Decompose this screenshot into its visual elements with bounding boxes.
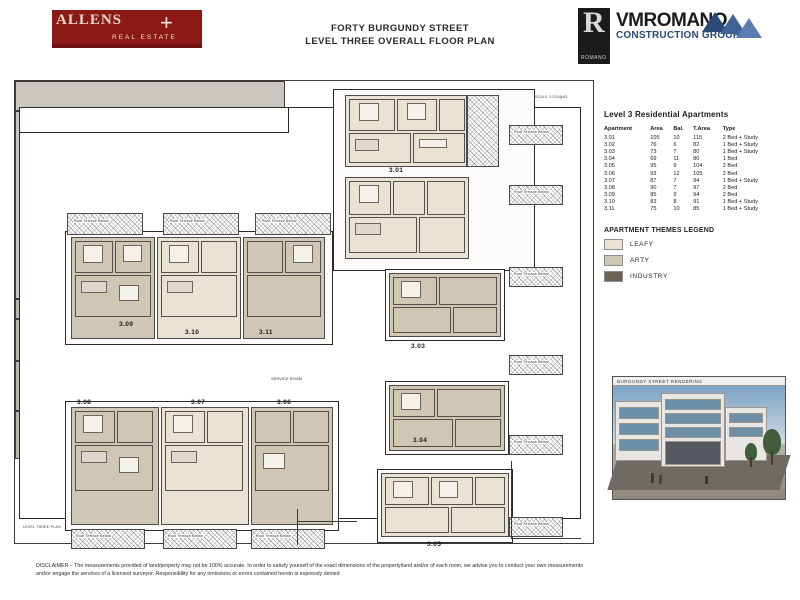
- cell-area: 76: [650, 141, 657, 148]
- logo-mark-block: [578, 8, 610, 64]
- unit-label-3-04: 3.04: [413, 437, 428, 444]
- furniture-sofa: [171, 451, 197, 463]
- logo-wordmark-line2: CONSTRUCTION GROUP: [616, 30, 740, 41]
- cell-bal: 10: [673, 134, 680, 141]
- furniture-sofa: [81, 281, 107, 293]
- furniture-table: [119, 457, 139, 473]
- apartment-schedule-panel: [604, 110, 786, 282]
- legend-title: APARTMENT THEMES LEGEND: [604, 227, 715, 235]
- roof-terrace-sw-2: [163, 529, 237, 549]
- rendering-person: [651, 473, 654, 483]
- vmromano-logo: [578, 8, 758, 70]
- room-kitchen: [453, 307, 497, 333]
- legend-label-leafy: LEAFY: [630, 241, 654, 249]
- table-header-row: [604, 126, 780, 134]
- furniture-bed: [83, 415, 103, 433]
- cell-tarea: 97: [693, 184, 700, 191]
- disclaimer-line1: DISCLAIMER – The measurements provided of land/property may not be 100% accurate. In order to satisfy yourself of the exact dimensions of the property/land and/or of each room, we advise you to conduct your own measurements: [36, 563, 583, 569]
- cell-tarea: 104: [693, 163, 703, 170]
- furniture-bed: [293, 245, 313, 263]
- cell-area: 75: [650, 206, 657, 213]
- cell-bal: 7: [673, 177, 677, 184]
- unit-label-3-09: 3.09: [119, 321, 134, 328]
- balcony-label: Roof Terrace Below: [262, 219, 297, 223]
- rendering-building-left-glazing: [619, 423, 659, 435]
- furniture-sofa: [355, 223, 381, 235]
- cell-area: 95: [650, 163, 657, 170]
- rendering-building-main-glazing: [665, 413, 721, 424]
- balcony-label: Roof Terrace Below: [514, 522, 549, 526]
- site-edge-line-3: [297, 509, 298, 545]
- cell-type: 2 Bed + Study: [722, 134, 759, 141]
- table-row: [604, 141, 780, 148]
- cell-apartment: 3.07: [604, 177, 615, 184]
- unit-label-3-01: 3.01: [389, 167, 404, 174]
- cell-type: 2 Bed: [722, 170, 738, 177]
- cell-apartment: 3.11: [604, 206, 615, 213]
- cell-type: 1 Bed + Study: [722, 206, 759, 213]
- rendering-building-main-glazing: [665, 427, 721, 438]
- room: [393, 181, 425, 215]
- furniture-counter: [419, 139, 447, 148]
- cell-tarea: 94: [693, 192, 700, 199]
- cell-area: 83: [650, 199, 657, 206]
- table-row: [604, 170, 780, 177]
- rendering-building-main-glazing: [665, 399, 721, 410]
- unit-label-3-06: 3.06: [277, 399, 292, 406]
- roof-shape-3: [736, 18, 762, 38]
- cell-apartment: 3.09: [604, 192, 615, 199]
- furniture-table: [263, 453, 285, 469]
- rendering-person: [659, 475, 662, 484]
- room: [427, 181, 465, 215]
- roof-terrace-east-6: [509, 517, 563, 537]
- unit-label-3-10: 3.10: [185, 329, 200, 336]
- balcony-label: Roof Terrace Below: [514, 360, 549, 364]
- legend-swatch-industry: [604, 271, 623, 282]
- furniture-bed: [393, 481, 413, 498]
- room-kitchen: [455, 419, 501, 447]
- cell-tarea: 80: [693, 156, 700, 163]
- rendering-tree-trunk: [771, 451, 773, 465]
- unit-label-3-11: 3.11: [259, 329, 273, 336]
- room: [255, 411, 291, 443]
- roof-terrace-east-4: [509, 355, 563, 375]
- level-note: LEVEL THREE PLAN: [23, 525, 61, 529]
- floor-plan-drawing: [14, 80, 594, 548]
- balcony-label: Roof Terrace Below: [74, 219, 109, 223]
- furniture-bed: [123, 245, 142, 262]
- logo-mark-letter: R: [583, 6, 605, 39]
- furniture-sofa: [355, 139, 379, 151]
- cell-bal: 8: [673, 199, 677, 206]
- rendering-person: [705, 476, 708, 484]
- cell-apartment: 3.08: [604, 184, 615, 191]
- cell-tarea: 91: [693, 199, 700, 206]
- cell-tarea: 105: [693, 170, 703, 177]
- site-edge-line-4: [297, 521, 357, 522]
- roof-terrace-sw-1: [71, 529, 145, 549]
- room: [439, 277, 497, 305]
- furniture-bed: [439, 481, 458, 498]
- unit-label-3-05: 3.05: [427, 541, 442, 548]
- cell-apartment: 3.06: [604, 170, 615, 177]
- table-row: [604, 148, 780, 155]
- roof-terrace-nw-2: [163, 213, 239, 235]
- cell-bal: 6: [673, 141, 677, 148]
- cell-bal: 7: [673, 184, 677, 191]
- unit-label-3-07: 3.07: [191, 399, 206, 406]
- furniture-bed: [83, 245, 103, 263]
- balcony-label: Roof Terrace Below: [514, 130, 549, 134]
- cell-type: 2 Bed: [722, 163, 738, 170]
- room: [117, 411, 153, 443]
- cell-type: 1 Bed + Study: [722, 141, 759, 148]
- table-row: [604, 192, 780, 199]
- logo-company-name: ALLENS: [56, 12, 123, 28]
- table-row: [604, 184, 780, 191]
- furniture-bed: [401, 281, 421, 298]
- balcony-label: Roof Terrace Below: [170, 219, 205, 223]
- cell-area: 90: [650, 184, 657, 191]
- legend-label-arty: ARTY: [630, 257, 650, 265]
- room-kitchen: [419, 217, 465, 253]
- room-living: [393, 307, 451, 333]
- column-header-type: Type: [722, 126, 736, 132]
- cell-type: 2 Bed: [722, 184, 738, 191]
- cell-tarea: 80: [693, 148, 700, 155]
- furniture-bed: [173, 415, 193, 433]
- logo-mark-vertical-text: ROMANO: [581, 55, 607, 61]
- rendering-building-left-glazing: [619, 439, 659, 451]
- roof-icon: [702, 12, 758, 38]
- legend-item-leafy: [604, 239, 786, 250]
- unit-label-3-08: 3.08: [77, 399, 92, 406]
- table-row: [604, 163, 780, 170]
- cell-tarea: 115: [693, 134, 703, 141]
- balcony-label: Roof Terrace Below: [514, 440, 549, 444]
- furniture-bed: [407, 103, 426, 120]
- disclaimer-line2: and/or engage the services of a licensed surveyor. Responsibility for any omissions or errors contained herein is expressly denied: [36, 571, 340, 577]
- rendering-building-left-glazing: [619, 407, 659, 419]
- cell-type: 1 Bed: [722, 156, 738, 163]
- cell-type: 1 Bed + Study: [722, 177, 759, 184]
- roof-terrace-nw-3: [255, 213, 331, 235]
- cell-apartment: 3.04: [604, 156, 615, 163]
- furniture-sofa: [81, 451, 107, 463]
- column-header-area: Area: [650, 126, 663, 132]
- furniture-bed: [359, 185, 379, 203]
- cell-type: 1 Bed + Study: [722, 148, 759, 155]
- legend-item-industry: [604, 271, 786, 282]
- logo-plus-mark: +: [160, 10, 173, 35]
- cell-bal: 9: [673, 192, 677, 199]
- room: [247, 241, 283, 273]
- page-title-line2: LEVEL THREE OVERALL FLOOR PLAN: [305, 36, 495, 47]
- roof-terrace-east-3: [509, 267, 563, 287]
- cell-bal: 12: [673, 170, 680, 177]
- roof-terrace-sw-3: [251, 529, 325, 549]
- cell-bal: 10: [673, 206, 680, 213]
- rendering-tree-trunk: [750, 457, 752, 467]
- column-header-apartment: Apartment: [604, 126, 632, 132]
- room-kitchen: [451, 507, 505, 533]
- roof-terrace-east-1: [509, 125, 563, 145]
- room: [201, 241, 237, 273]
- legend-swatch-arty: [604, 255, 623, 266]
- table-row: [604, 134, 780, 141]
- cell-bal: 11: [673, 156, 680, 163]
- column-header-tarea: T.Area: [693, 126, 710, 132]
- furniture-bed: [169, 245, 189, 263]
- site-edge-line-2: [511, 538, 581, 539]
- table-row: [604, 199, 780, 206]
- room: [439, 99, 465, 131]
- rendering-building-right-glazing: [729, 427, 763, 437]
- street-rendering-image: [612, 376, 786, 500]
- apartment-schedule-table: [604, 126, 780, 213]
- page-title-line1: FORTY BURGUNDY STREET: [331, 23, 469, 34]
- cell-tarea: 85: [693, 206, 700, 213]
- cell-type: 2 Bed: [722, 192, 738, 199]
- logo-subtitle: REAL ESTATE: [112, 34, 177, 41]
- room: [207, 411, 243, 443]
- cell-bal: 7: [673, 148, 677, 155]
- cell-apartment: 3.02: [604, 141, 615, 148]
- site-boundary-notch: [19, 107, 289, 133]
- panel-title: Level 3 Residential Apartments: [604, 110, 729, 119]
- cell-bal: 9: [673, 163, 677, 170]
- rendering-building-main-base: [665, 441, 721, 465]
- rendering-caption: BURGUNDY STREET RENDERING: [613, 377, 785, 386]
- table-row: [604, 156, 780, 163]
- unit-label-3-03: 3.03: [411, 343, 426, 350]
- balcony-label: Roof Terrace Below: [256, 534, 291, 538]
- balcony-label: Roof Terrace Below: [514, 272, 549, 276]
- furniture-sofa: [167, 281, 193, 293]
- room: [437, 389, 501, 417]
- cell-apartment: 3.01: [604, 134, 615, 141]
- room: [475, 477, 505, 505]
- furniture-bed: [359, 103, 379, 121]
- sheet-note: SCALE 1:200@A3: [535, 95, 568, 99]
- legend-swatch-leafy: [604, 239, 623, 250]
- cell-type: 1 Bed + Study: [722, 199, 759, 206]
- disclaimer-text: [36, 562, 776, 578]
- roof-terrace-east-5: [509, 435, 563, 455]
- service-room-label: SERVICE ROOM: [271, 376, 303, 381]
- cell-area: 87: [650, 177, 657, 184]
- table-row: [604, 177, 780, 184]
- table-row: [604, 206, 780, 213]
- legend-label-industry: INDUSTRY: [630, 273, 668, 281]
- rendering-building-right-glazing: [729, 413, 763, 423]
- room-living: [247, 275, 321, 317]
- room: [293, 411, 329, 443]
- apartment-3-01-balcony: [467, 95, 499, 167]
- cell-tarea: 82: [693, 141, 700, 148]
- cell-area: 69: [650, 156, 657, 163]
- roof-terrace-nw-1: [67, 213, 143, 235]
- logo-wordmark-line1: VMROMANO: [616, 10, 728, 31]
- cell-area: 85: [650, 192, 657, 199]
- roof-terrace-east-2: [509, 185, 563, 205]
- furniture-bed: [401, 393, 421, 410]
- room-living: [385, 507, 449, 533]
- furniture-table: [119, 285, 139, 301]
- room-kitchen: [413, 133, 465, 163]
- balcony-label: Roof Terrace Below: [76, 534, 111, 538]
- cell-area: 73: [650, 148, 657, 155]
- cell-apartment: 3.03: [604, 148, 615, 155]
- balcony-label: Roof Terrace Below: [168, 534, 203, 538]
- cell-apartment: 3.10: [604, 199, 615, 206]
- cell-area: 93: [650, 170, 657, 177]
- column-header-bal: Bal.: [673, 126, 684, 132]
- cell-apartment: 3.05: [604, 163, 615, 170]
- site-edge-line-1: [511, 461, 512, 539]
- balcony-label: Roof Terrace Below: [514, 190, 549, 194]
- cell-tarea: 94: [693, 177, 700, 184]
- cell-area: 105: [650, 134, 660, 141]
- legend-item-arty: [604, 255, 786, 266]
